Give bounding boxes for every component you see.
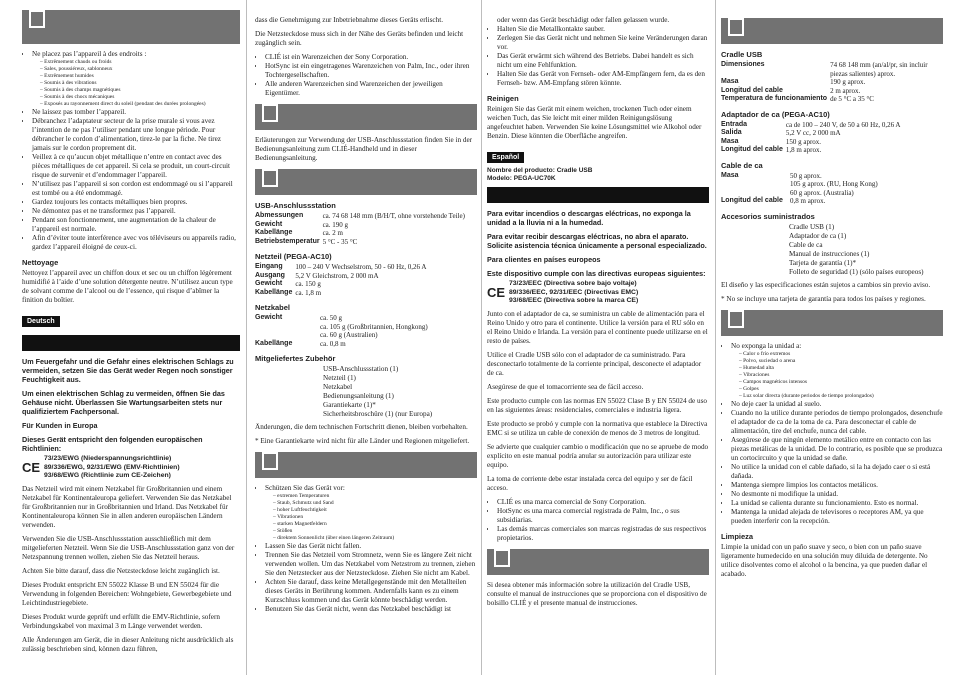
- list-item: • Afin d’éviter toute interférence avec vos téléviseurs ou appareils radio, gardez l’appareil éloigné de ceux-ci.: [32, 234, 240, 252]
- list-item: • Ne démontez pas et ne transformez pas l’appareil.: [32, 207, 240, 216]
- table-row: Kabellänge ca. 0,8 m: [255, 339, 346, 348]
- table-row: Ausgang 5,2 V Gleichstrom, 2 000 mA: [255, 271, 379, 280]
- list-item: • Lassen Sie das Gerät nicht fallen.: [265, 542, 477, 551]
- square-icon: [262, 452, 278, 470]
- list-item: Tarjeta de garantía (1)*: [789, 258, 857, 267]
- list-item: • Ne placez pas l’appareil à des endroits : – Extrêmement chauds ou froids – Sales, poussiéreux, sablonneux – Extrêmement humides – Soumis à des vibrations – Soumis à des champs magnétiques – Soumis à des chocs mécaniques – Exposés au rayonnement direct du soleil (pendant des durées prolongées): [32, 50, 240, 108]
- warning-header-bar: [22, 335, 240, 351]
- footnote: * No se incluye una tarjeta de garantía para todos los países y regiones.: [721, 294, 926, 303]
- list-item: – Stößen: [273, 528, 477, 535]
- list-item: Adaptador de ca (1): [789, 231, 847, 240]
- list-item: – Polvo, suciedad o arena: [739, 358, 943, 365]
- ce-mark-icon: CE: [22, 460, 41, 476]
- section-header-bar: [255, 104, 477, 130]
- paragraph: Alle Änderungen am Gerät, die in dieser Anleitung nicht ausdrücklich als zulässig beschrieben sind, können dazu führen,: [22, 635, 234, 653]
- table-row: Kabellänge ca. 1,8 m: [255, 288, 322, 297]
- list-item: • CLIÉ es una marca comercial de Sony Corporation.: [497, 498, 709, 507]
- table-row: Salida 5,2 V cc, 2 000 mA: [721, 129, 841, 137]
- list-item: • Das Gerät erwärmt sich während des Betriebs. Dabei handelt es sich nicht um eine Fehlfunktion.: [497, 52, 709, 70]
- paragraph: Junto con el adaptador de ca, se suministra un cable de alimentación para el Reino Unido y otro para el continente. Utilice la versión para el RU sólo en el Reino Unido e Irlanda. La versión para el continente puede utilizarse en el resto de países.: [487, 309, 708, 345]
- section-title: Limpieza: [721, 531, 754, 541]
- paragraph: Este producto se probó y cumple con la normativa que establece la Directiva EMC si se utiliza un cable de conexión de menos de 3 metros de longitud.: [487, 419, 708, 437]
- table-row: Longitud del cable 1,8 m aprox.: [721, 146, 822, 154]
- list-item: – Campos magnéticos intensos: [739, 379, 943, 386]
- table-row: Eingang 100 – 240 V Wechselstrom, 50 - 60 Hz, 0,26 A: [255, 263, 427, 271]
- list-item: – Sales, poussiéreux, sablonneux: [40, 66, 240, 73]
- list-item: – Soumis à des champs magnétiques: [40, 87, 240, 94]
- section-title: Für Kunden in Europa: [22, 421, 98, 430]
- spec-table: [255, 263, 429, 297]
- square-icon: [494, 549, 510, 567]
- table-row: Longitud del cable 2 m aprox.: [721, 86, 861, 95]
- list-item: • Cuando no la utilice durante periodos de tiempo prolongados, desenchufe el adaptador de ca de la toma de ca. Para desconectar el cable de alimentación, tire del enchufe, nunca del cable.: [731, 409, 943, 436]
- footnote: * Eine Garantiekarte wird nicht für alle Länder und Regionen mitgeliefert.: [255, 437, 470, 445]
- warning-text: Um Feuergefahr und die Gefahr eines elektrischen Schlags zu vermeiden, setzen Sie das Gerät weder Regen noch sonstiger Feuchtigkeit aus.: [22, 357, 234, 384]
- list-item: Cradle USB (1): [789, 222, 835, 231]
- table-row: Masa 50 g aprox.: [721, 171, 822, 180]
- list-item: • Achten Sie darauf, dass keine Metallgegenstände mit den Metallteilen dieses Geräts in Berührung kommen. Andernfalls kann es zu einem Kurzschluss kommen und das Gerät könnte beschädigt werden.: [265, 578, 477, 605]
- section-title: Reinigen: [487, 94, 519, 103]
- table-row: Kabellänge ca. 2 m: [255, 229, 343, 237]
- table-row: Betriebstemperatur 5 °C - 35 °C: [255, 237, 358, 246]
- list-item: – Soumis à des vibrations: [40, 80, 240, 87]
- spec-table: [721, 172, 881, 206]
- table-row: ca. 105 g (Großbritannien, Hongkong): [320, 322, 428, 331]
- paragraph: Erläuterungen zur Verwendung der USB-Anschlussstation finden Sie in der Bedienungsanleitung zum CLIÉ-Handheld und in dieser Bedienungsanleitung.: [255, 136, 473, 162]
- paragraph: El diseño y las especificaciones están sujetos a cambios sin previo aviso.: [721, 280, 931, 289]
- list-item: • Alle anderen Warenzeichen sind Warenzeichen der jeweiligen Eigentümer.: [265, 80, 477, 98]
- list-item: • HotSync es una marca comercial registrada de Palm, Inc., o sus subsidiarias.: [497, 507, 709, 525]
- table-row: Entrada ca de 100 – 240 V, de 50 a 60 Hz, 0,26 A: [721, 120, 901, 129]
- square-icon: [728, 310, 744, 328]
- list-item: – Golpes: [739, 386, 943, 393]
- list-item: • Mantenga la unidad alejada de televisores o receptores AM, ya que pueden interferir con la recepción.: [731, 508, 943, 526]
- list-item: Bedienungsanleitung (1): [323, 392, 394, 400]
- table-row: Gewicht ca. 150 g: [255, 280, 321, 288]
- list-item: • Las demás marcas comerciales son marcas registradas de sus respectivos propietarios.: [497, 525, 709, 543]
- list-item: – Exposés au rayonnement direct du soleil (pendant des durées prolongées): [40, 101, 240, 108]
- column-separator: [481, 0, 482, 675]
- section-header-bar: [22, 10, 240, 44]
- safety-list: [255, 484, 477, 614]
- list-item: • Trennen Sie das Netzteil vom Stromnetz, wenn Sie es längere Zeit nicht verwenden wollen. Um das Netzkabel vom Netzstrom zu trennen, ziehen Sie den Netzstecker aus der Netzsteckdose. Ziehen Sie nicht am Kabel.: [265, 551, 477, 578]
- table-row: Gewicht ca. 190 g: [255, 220, 349, 229]
- warning-text: Um einen elektrischen Schlag zu vermeiden, öffnen Sie das Gehäuse nicht. Überlassen Sie Wartungsarbeiten stets nur qualifiziertem Fachpersonal.: [22, 389, 225, 416]
- list-item: • Asegúrese de que ningún elemento metálico entre en contacto con las piezas metálicas de la unidad. De lo contrario, es posible que se produzca un cortocircuito y que la unidad se dañe.: [731, 436, 943, 463]
- list-item: oder wenn das Gerät beschädigt oder fallen gelassen wurde.: [497, 16, 670, 24]
- list-item: • N’utilisez pas l’appareil si son cordon est endommagé ou si l’appareil est tombé ou a été endommagé.: [32, 180, 240, 198]
- directive: 89/336/EWG, 92/31/EWG (EMV-Richtlinien): [44, 463, 180, 471]
- list-item: Manual de instrucciones (1): [789, 249, 870, 258]
- list-item: – direktem Sonnenlicht (über einen längeren Zeitraum): [273, 535, 477, 542]
- list-item: • Halten Sie die Metallkontakte sauber.: [497, 25, 709, 34]
- section-title: Netzteil (PEGA-AC10): [255, 252, 332, 261]
- language-label: Español: [487, 152, 524, 163]
- spec-table: [255, 212, 468, 246]
- directive: 93/68/EEC (Directiva sobre la marca CE): [509, 297, 639, 304]
- places-list: [32, 59, 240, 108]
- list-item: – starken Magnetfeldern: [273, 521, 477, 528]
- column-german: [255, 0, 477, 675]
- list-item: Netzkabel: [323, 383, 353, 391]
- precautions-list: [22, 50, 240, 252]
- paragraph: Änderungen, die dem technischen Fortschritt dienen, bleiben vorbehalten.: [255, 423, 468, 431]
- paragraph: dass die Genehmigung zur Inbetriebnahme dieses Geräts erlischt.: [255, 16, 444, 24]
- list-item: • No exponga la unidad a: – Calor o frío extremos – Polvo, suciedad o arena – Humedad alta – Vibraciones – Campos magnéticos intensos – Golpes – Luz solar directa (durante periodos de tiempo prolongados): [731, 342, 943, 400]
- paragraph: Limpie la unidad con un paño suave y seco, o bien con un paño suave ligeramente humedecido en una solución muy diluida de detergente. No utilice disolventes como el alcohol o la bencina, ya que pueden dañar el acabado.: [721, 542, 928, 578]
- paragraph: Die Netzsteckdose muss sich in der Nähe des Geräts befinden und leicht zugänglich sein.: [255, 30, 464, 47]
- list-item: • Débranchez l’adaptateur secteur de la prise murale si vous avez l’intention de ne pas l’utiliser pendant une longue période. Pour débrancher le cordon d’alimentation, tirez-le par la fiche. Ne tirez jamais sur le cordon proprement dit.: [32, 117, 240, 153]
- paragraph: Este producto cumple con las normas EN 55022 Clase B y EN 55024 de uso en las siguientes áreas: residenciales, comerciales e industria ligera.: [487, 396, 707, 414]
- list-item: – extremen Temperaturen: [273, 493, 477, 500]
- directive: 73/23/EWG (Niederspannungsrichtlinie): [44, 455, 172, 462]
- trademark-list: [487, 498, 709, 543]
- table-row: Abmessungen ca. 74 68 148 mm (B/H/T, ohne vorstehende Teile): [255, 212, 465, 220]
- table-row: ca. 60 g (Australien): [320, 331, 378, 339]
- trademark-list: [255, 53, 477, 98]
- square-icon: [262, 104, 278, 122]
- table-row: Masa 190 g aprox.: [721, 78, 866, 86]
- column-separator: [715, 0, 716, 675]
- directive: 73/23/EEC (Directiva sobre bajo voltaje): [509, 280, 637, 287]
- spec-table: [721, 121, 904, 155]
- list-item: • Pendant son fonctionnement, une augmentation de la chaleur de l’appareil est normale.: [32, 216, 240, 234]
- paragraph: Si desea obtener más información sobre la utilización del Cradle USB, consulte el manual de instrucciones que se proporciona con el dispositivo de bolsillo CLIÉ y el presente manual de instrucciones.: [487, 580, 707, 607]
- conditions-list: [731, 351, 943, 400]
- list-item: Garantiekarte (1)*: [323, 401, 376, 409]
- warning-header-bar: [487, 187, 709, 203]
- accessory-list: [255, 365, 477, 419]
- section-header-bar: [255, 169, 477, 195]
- section-title: Para clientes en países europeos: [487, 255, 601, 264]
- list-item: Netzteil (1): [323, 374, 356, 382]
- model-number: Modelo: PEGA-UC70K: [487, 175, 556, 182]
- table-row: 105 g aprox. (RU, Hong Kong): [790, 180, 878, 188]
- table-row: Temperatura de funcionamiento de 5 °C a 35 °C: [721, 95, 874, 103]
- ce-mark-icon: CE: [487, 285, 506, 301]
- paragraph: Nettoyez l’appareil avec un chiffon doux et sec ou un chiffon légèrement humidifié à l’aide d’une solution détergente neutre. N’utilisez aucun type de solvant comme de l’alcool ou de l’essence, qui risque d’abîmer la finition du boîtier.: [22, 269, 233, 304]
- eu-title: Este dispositivo cumple con las directivas europeas siguientes:: [487, 269, 706, 278]
- section-title: Nettoyage: [22, 258, 59, 267]
- column-spanish: [721, 0, 943, 675]
- list-item: • Mantenga siempre limpios los contactos metálicos.: [731, 481, 943, 490]
- paragraph: Utilice el Cradle USB sólo con el adaptador de ca suministrado. Para desconectarlo totalmente de la corriente principal, desconecte el adaptador de ca.: [487, 350, 702, 377]
- column-french-german: [22, 0, 240, 675]
- directive: 93/68/EWG (Richtlinie zum CE-Zeichen): [44, 472, 171, 479]
- list-item: • Schützen Sie das Gerät vor: – extremen Temperaturen – Staub, Schmutz und Sand – hoher Luftfeuchtigkeit – Vibrationen – starken Magnetfeldern – Stößen – direktem Sonnenlicht (über einen längeren Zeitraum): [265, 484, 477, 542]
- list-item: • HotSync ist ein eingetragenes Warenzeichen von Palm, Inc., oder ihren Tochtergesellschaften.: [265, 62, 477, 80]
- warning-text: Para evitar recibir descargas eléctricas, no abra el aparato. Solicite asistencia técnica únicamente a personal especializado.: [487, 232, 707, 250]
- section-title: Cradle USB: [721, 50, 763, 59]
- list-item: • CLIÉ ist ein Warenzeichen der Sony Corporation.: [265, 53, 477, 62]
- paragraph: Verwenden Sie die USB-Anschlussstation ausschließlich mit dem mitgelieferten Netzteil. Wenn Sie die USB-Anschlussstation ganz von der Netzspannung trennen wollen, ziehen Sie das Netzteil heraus.: [22, 534, 235, 561]
- section-title: Netzkabel: [255, 303, 291, 312]
- section-title: Cable de ca: [721, 160, 763, 170]
- table-row: Dimensiones 74 68 148 mm (an/al/pr, sin incluir piezas salientes) aprox.: [721, 61, 928, 78]
- list-item: • Zerlegen Sie das Gerät nicht und nehmen Sie keine Veränderungen daran vor.: [497, 34, 709, 52]
- spec-table: [255, 314, 431, 348]
- table-row: Masa 150 g aprox.: [721, 137, 822, 146]
- list-item: Sicherheitsbroschüre (1) (nur Europa): [323, 410, 433, 418]
- warning-text: Para evitar incendios o descargas eléctricas, no exponga la unidad a la lluvia ni a la humedad.: [487, 209, 691, 227]
- list-item: – Extrêmement chauds ou froids: [40, 59, 240, 66]
- list-item: • No deje caer la unidad al suelo.: [731, 400, 943, 409]
- section-title: Accesorios suministrados: [721, 211, 815, 221]
- list-item: • No utilice la unidad con el cable dañado, si la ha dejado caer o si está dañada.: [731, 463, 943, 481]
- list-item: – Extrêmement humides: [40, 73, 240, 80]
- section-title: Mitgeliefertes Zubehör: [255, 354, 336, 363]
- section-header-bar: [721, 18, 943, 44]
- ce-block: [487, 280, 709, 306]
- bullet-list: [487, 16, 709, 88]
- language-label: Deutsch: [22, 316, 60, 327]
- list-item: Cable de ca: [789, 240, 823, 249]
- directive: 89/336/EEC, 92/31/EEC (Directivas EMC): [509, 288, 639, 296]
- conditions-list: [265, 493, 477, 542]
- list-item: • Benutzen Sie das Gerät nicht, wenn das Netzkabel beschädigt ist: [265, 605, 477, 614]
- list-item: • No desmonte ni modifique la unidad.: [731, 490, 943, 499]
- paragraph: Reinigen Sie das Gerät mit einem weichen, trockenen Tuch oder einem weichen Tuch, das Sie leicht mit einer milden Reinigungslösung angefeuchtet haben. Verwenden Sie keine Lösungsmittel wie Alkohol oder Benzin. Diese könnten die Oberfläche angreifen.: [487, 105, 702, 140]
- paragraph: Se advierte que cualquier cambio o modificación que no se apruebe de modo explícito en este manual podría anular su autorización para utilizar este equipo.: [487, 442, 709, 469]
- paragraph: Dieses Produkt entspricht EN 55022 Klasse B und EN 55024 für die Verwendung in folgenden Bereichen: Wohngebiete, Gewerbegebiete und Leichtindustriegebiete.: [22, 580, 232, 607]
- ce-block: [22, 455, 240, 481]
- list-item: USB-Anschlussstation (1): [323, 365, 399, 373]
- safety-list: [721, 342, 943, 526]
- square-icon: [29, 10, 45, 28]
- list-item: – Staub, Schmutz und Sand: [273, 500, 477, 507]
- paragraph: Dieses Produkt wurde geprüft und erfüllt die EMV-Richtlinie, sofern Verbindungskabel von maximal 3 m Länge verwendet werden.: [22, 612, 220, 630]
- paragraph: La toma de corriente debe estar instalada cerca del equipo y ser de fácil acceso.: [487, 474, 693, 492]
- list-item: Folleto de seguridad (1) (sólo países europeos): [789, 267, 924, 276]
- list-item: – Vibrationen: [273, 514, 477, 521]
- section-header-bar: [487, 549, 709, 575]
- eu-title: Dieses Gerät entspricht den folgenden europäischen Richtlinien:: [22, 435, 203, 453]
- section-title: USB-Anschlussstation: [255, 201, 336, 210]
- list-item: – Humedad alta: [739, 365, 943, 372]
- list-item: – Luz solar directa (durante periodos de tiempo prolongados): [739, 393, 943, 400]
- column-separator: [246, 0, 247, 675]
- paragraph: Asegúrese de que el tomacorriente sea de fácil acceso.: [487, 382, 644, 391]
- table-row: 60 g aprox. (Australia): [790, 188, 854, 197]
- section-header-bar: [255, 452, 477, 478]
- list-item: • Halten Sie das Gerät von Fernseh- oder AM-Empfängern fern, da es den Fernseh- bzw. AM-Empfang stören könnte.: [497, 70, 709, 88]
- list-item: – hoher Luftfeuchtigkeit: [273, 507, 477, 514]
- spec-table: [721, 61, 943, 104]
- list-item: – Vibraciones: [739, 372, 943, 379]
- list-item: – Soumis à des chocs mécaniques: [40, 94, 240, 101]
- list-item: • Veillez à ce qu’aucun objet métallique n’entre en contact avec des pièces métalliques de cet appareil. Si cela se produit, un court-circuit risque de survenir et d’endommager l’appareil.: [32, 153, 240, 180]
- table-row: Gewicht ca. 50 g: [255, 314, 342, 322]
- list-item: – Calor o frío extremos: [739, 351, 943, 358]
- section-header-bar: [721, 310, 943, 336]
- section-title: Adaptador de ca (PEGA-AC10): [721, 109, 830, 119]
- column-german-spanish: [487, 0, 709, 675]
- table-row: Longitud del cable 0,8 m aprox.: [721, 197, 826, 205]
- accessory-list: [721, 223, 943, 277]
- paragraph: Achten Sie bitte darauf, dass die Netzsteckdose leicht zugänglich ist.: [22, 566, 220, 575]
- square-icon: [728, 18, 744, 36]
- product-name: Nombre del producto: Cradle USB: [487, 167, 593, 174]
- list-item: • Ne laissez pas tomber l’appareil.: [32, 108, 240, 117]
- list-item: • La unidad se calienta durante su funcionamiento. Esto es normal.: [731, 499, 943, 508]
- paragraph: Das Netzteil wird mit einem Netzkabel für Großbritannien und einem Netzkabel für Kontinentaleuropa geliefert. Verwenden Sie das Netzkabel für Großbritannien nur in Großbritannien und Irland. Das Netzkabel für Kontinentaleuropa können Sie in allen anderen europäischen Ländern verwenden.: [22, 484, 232, 529]
- square-icon: [262, 169, 278, 187]
- list-item: • Gardez toujours les contacts métalliques bien propres.: [32, 198, 240, 207]
